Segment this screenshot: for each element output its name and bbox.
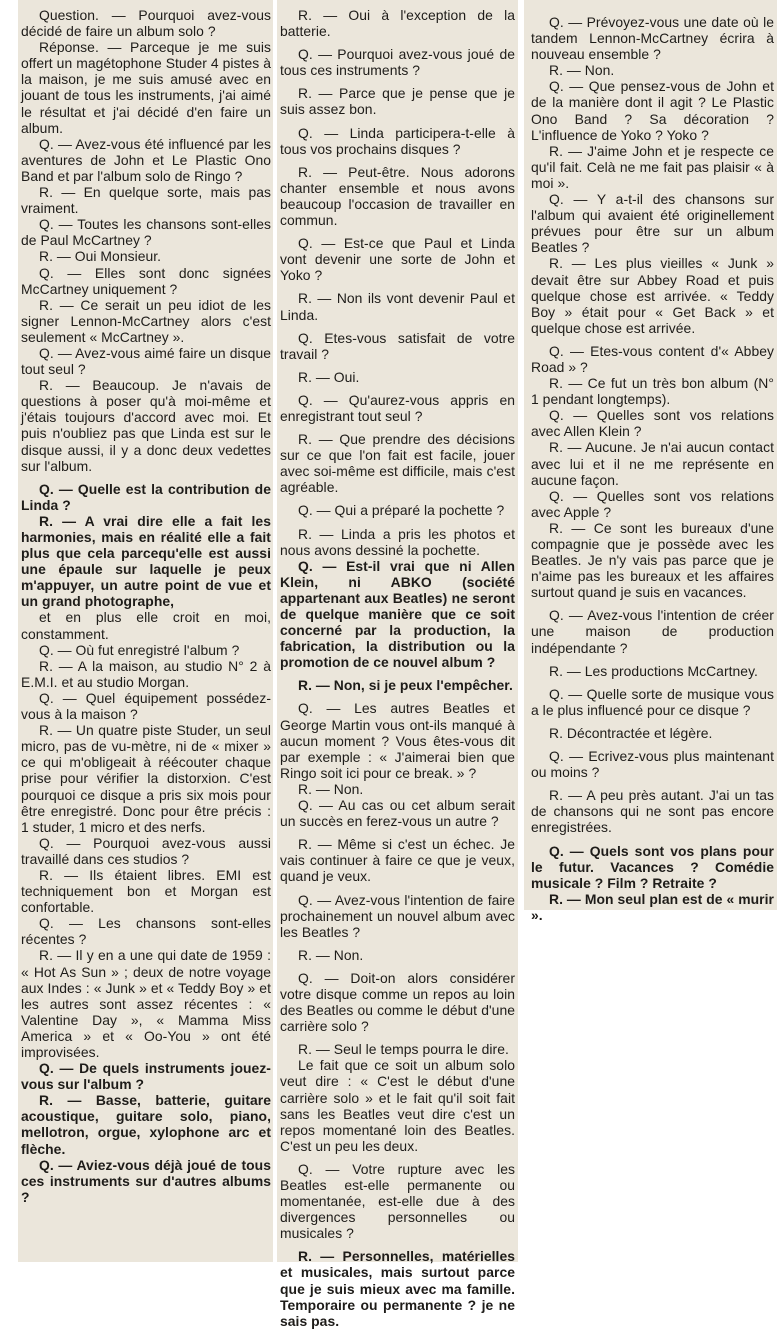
interview-paragraph: Q. — Prévoyez-vous une date où le tandem Lennon-McCartney écrira à nouveau ensemble ? — [531, 14, 774, 63]
interview-paragraph: R. — Peut-être. Nous adorons chanter ensemble et nous avons beaucoup l'occasion de travailler en commun. — [280, 163, 515, 229]
interview-paragraph: Q. — Toutes les chansons sont-elles de Paul McCartney ? — [21, 216, 271, 249]
interview-paragraph: Q. — Les autres Beatles et George Martin vous ont-ils manqué à aucun moment ? Vous êtes-vous dit par exemple : « J'aimerai bien que Ringo soit ici pour ce break. » ? — [280, 700, 515, 781]
interview-paragraph: R. — Un quatre piste Studer, un seul micro, pas de vu-mètre, ni de « mixer » ce qui m'obligeait à réécouter chaque prise pour vérifier la distorxion. C'est pourquoi ce disque a pris six mois pour être enregistré. Donc pour être précis : 1 studer, 1 micro et des nerfs. — [21, 722, 271, 835]
interview-paragraph: R. — Mon seul plan est de « murir ». — [531, 890, 774, 923]
interview-paragraph: Q. — De quels instruments jouez-vous sur l'album ? — [21, 1060, 271, 1093]
interview-paragraph: Q. — Au cas ou cet album serait un succès en ferez-vous un autre ? — [280, 797, 515, 830]
interview-paragraph: R. — Il y en a une qui date de 1959 : « Hot As Sun » ; deux de notre voyage aux Indes : « Junk » et « Teddy Boy » et les autres sont assez récentes : « Valentine Day », « Mamma Miss America » et « Oo-You » ont été improvisées. — [21, 947, 271, 1060]
interview-paragraph: Q. — Votre rupture avec les Beatles est-elle permanente ou momentanée, est-elle due à des divergences personnelles ou musicales ? — [280, 1160, 515, 1242]
interview-paragraph: R. — Ce fut un très bon album (N° 1 pendant longtemps). — [531, 375, 774, 408]
interview-paragraph: Q. — Elles sont donc signées McCartney uniquement ? — [21, 264, 271, 297]
interview-paragraph: R. — Parce que je pense que je suis assez bon. — [280, 85, 515, 118]
interview-paragraph: R. — Oui. — [298, 368, 360, 385]
interview-paragraph: Q. — Où fut enregistré l'album ? — [39, 641, 240, 658]
interview-paragraph: R. — Que prendre des décisions sur ce que l'on fait est facile, jouer avec soi-même est difficile, mais c'est agréable. — [280, 431, 515, 496]
interview-paragraph: Q. — Qu'aurez-vous appris en enregistrant tout seul ? — [280, 391, 515, 424]
interview-paragraph: R. — J'aime John et je respecte ce qu'il fait. Celà ne me fait pas plaisir « à moi ». — [531, 142, 774, 191]
interview-paragraph: R. — Beaucoup. Je n'avais de questions à poser qu'à moi-même et j'étais toujours d'accord avec moi. Et puis n'oubliez pas que Linda est sur le disque aussi, il y a donc deux vedettes sur l'album. — [21, 377, 271, 474]
column-1 — [18, 0, 273, 1262]
interview-paragraph: R. — Ils étaient libres. EMI est techniquement bon et Morgan est confortable. — [21, 866, 271, 916]
interview-paragraph: R. — Non. — [298, 780, 364, 797]
interview-paragraph: Q. — Linda participera-t-elle à tous vos prochains disques ? — [280, 124, 515, 157]
interview-paragraph: R. — En quelque sorte, mais pas vraiment. — [21, 184, 271, 217]
interview-paragraph: Q. — Quelle sorte de musique vous a le plus influencé pour ce disque ? — [531, 685, 774, 718]
interview-paragraph: Q. — Etes-vous content d'« Abbey Road » ? — [531, 342, 774, 375]
interview-paragraph: Q. — Qui a préparé la pochette ? — [298, 502, 505, 519]
interview-paragraph: R. — Basse, batterie, guitare acoustique, guitare solo, piano, mellotron, orgue, xylophone arc et flèche. — [21, 1092, 271, 1157]
column-2 — [277, 0, 518, 1329]
interview-paragraph: Question. — Pourquoi avez-vous décidé de faire un album solo ? — [21, 7, 271, 40]
interview-paragraph: Q. — Est-ce que Paul et Linda vont devenir une sorte de John et Yoko ? — [280, 235, 515, 284]
interview-paragraph: R. — Oui à l'exception de la batterie. — [280, 7, 515, 40]
interview-paragraph: et en plus elle croit en moi, constamment. — [21, 609, 271, 642]
interview-paragraph: R. — Non, si je peux l'empêcher. — [298, 677, 513, 694]
interview-paragraph: Q. — Ecrivez-vous plus maintenant ou moins ? — [531, 748, 774, 781]
interview-paragraph: Q. — Les chansons sont-elles récentes ? — [21, 915, 271, 948]
interview-paragraph: Q. — Quels sont vos plans pour le futur. Vacances ? Comédie musicale ? Film ? Retraite ? — [531, 842, 774, 891]
interview-paragraph: R. — Aucune. Je n'ai aucun contact avec lui et il ne me représente en aucune façon. — [531, 439, 774, 488]
interview-paragraph: Q. — Avez-vous été influencé par les aventures de John et Le Plastic Ono Band et par l'album solo de Ringo ? — [21, 135, 271, 184]
interview-paragraph: R. — A la maison, au studio N° 2 à E.M.I. et au studio Morgan. — [21, 657, 271, 690]
interview-paragraph: Réponse. — Parceque je me suis offert un magétophone Studer 4 pistes à la maison, je me suis amusé avec en jouant de tous les instruments, j'ai aimé le résultat et j'ai décidé d'en faire un album. — [21, 39, 271, 136]
column-3 — [524, 0, 777, 923]
interview-paragraph: R. — Oui Monsieur. — [39, 248, 162, 265]
interview-paragraph: R. — Non. — [549, 62, 615, 79]
interview-paragraph: Q. — Est-il vrai que ni Allen Klein, ni ABKO (société appartenant aux Beatles) ne seront de quelque manière que ce soit concerné par la production, la fabrication, la distribution ou la promotion de ce nouvel album ? — [280, 557, 515, 671]
interview-paragraph: Q. — Avez-vous aimé faire un disque tout seul ? — [21, 344, 271, 378]
interview-paragraph: Q. Etes-vous satisfait de votre travail ? — [280, 329, 515, 362]
interview-paragraph: Q. — Avez-vous l'intention de créer une maison de production indépendante ? — [531, 607, 774, 656]
interview-paragraph: R. — A peu près autant. J'ai un tas de chansons qui ne sont pas encore enregistrées. — [531, 787, 774, 836]
interview-paragraph: Q. — Y a-t-il des chansons sur l'album qui avaient été originellement prévues pour être sur un album Beatles ? — [531, 191, 774, 256]
interview-paragraph: Q. — Doit-on alors considérer votre disque comme un repos au loin des Beatles ou comme le début d'une carrière solo ? — [280, 969, 515, 1035]
interview-paragraph: R. — Même si c'est un échec. Je vais continuer à faire ce que je veux, quand je veux. — [280, 836, 515, 885]
interview-paragraph: Q. — Que pensez-vous de John et de la manière dont il agit ? Le Plastic Ono Band ? Sa décoration ? L'influence de Yoko ? Yoko ? — [531, 78, 774, 143]
interview-paragraph: Q. — Aviez-vous déjà joué de tous ces instruments sur d'autres albums ? — [21, 1156, 271, 1205]
interview-paragraph: R. — Les plus vieilles « Junk » devait être sur Abbey Road et puis quelque chose est arrivée. « Teddy Boy » était pour « Get Back » et quelque chose est arrivée. — [531, 255, 774, 336]
interview-paragraph: Q. — Quel équipement possédez-vous à la maison ? — [21, 689, 271, 723]
interview-paragraph: Le fait que ce soit un album solo veut dire : « C'est le début d'une carrière solo » et le fait qu'il soit fait sans les Beatles veut dire c'est un repos momentané loin des Beatles. C'est un peu les deux. — [280, 1057, 515, 1154]
interview-paragraph: R. — Les productions McCartney. — [549, 662, 758, 679]
interview-paragraph: R. — Non ils vont devenir Paul et Linda. — [280, 290, 515, 323]
interview-paragraph: R. — Ce sont les bureaux d'une compagnie que je possède avec les Beatles. Je n'y vais pas parce que je n'aime pas les bureaux et les affaires surtout quand je suis en vacances. — [531, 519, 774, 601]
interview-paragraph: R. — A vrai dire elle a fait les harmonies, mais en réalité elle a fait plus que cela parcequ'elle est aussi une épaule sur laquelle je peux m'appuyer, un autre point de vue et un grand photographe, — [21, 512, 271, 610]
interview-paragraph: R. Décontractée et légère. — [549, 724, 713, 741]
interview-paragraph: Q. — Avez-vous l'intention de faire prochainement un nouvel album avec les Beatles ? — [280, 891, 515, 940]
interview-paragraph: Q. — Quelle est la contribution de Linda ? — [21, 480, 271, 513]
interview-paragraph: Q. — Pourquoi avez-vous aussi travaillé dans ces studios ? — [21, 834, 271, 867]
interview-paragraph: R. — Seul le temps pourra le dire. — [298, 1041, 509, 1058]
interview-paragraph: Q. — Quelles sont vos relations avec Apple ? — [531, 487, 774, 520]
interview-paragraph: R. — Linda a pris les photos et nous avons dessiné la pochette. — [280, 525, 515, 558]
interview-paragraph: R. — Non. — [298, 946, 364, 963]
interview-paragraph: Q. — Pourquoi avez-vous joué de tous ces instruments ? — [280, 46, 515, 79]
interview-paragraph: R. — Ce serait un peu idiot de les signer Lennon-McCartney alors c'est seulement « McCartney ». — [21, 296, 271, 345]
interview-paragraph: Q. — Quelles sont vos relations avec Allen Klein ? — [531, 407, 774, 440]
interview-paragraph: R. — Personnelles, matérielles et musicales, mais surtout parce que je suis mieux avec ma famille. Temporaire ou permanente ? je ne sais pas. — [280, 1248, 515, 1329]
